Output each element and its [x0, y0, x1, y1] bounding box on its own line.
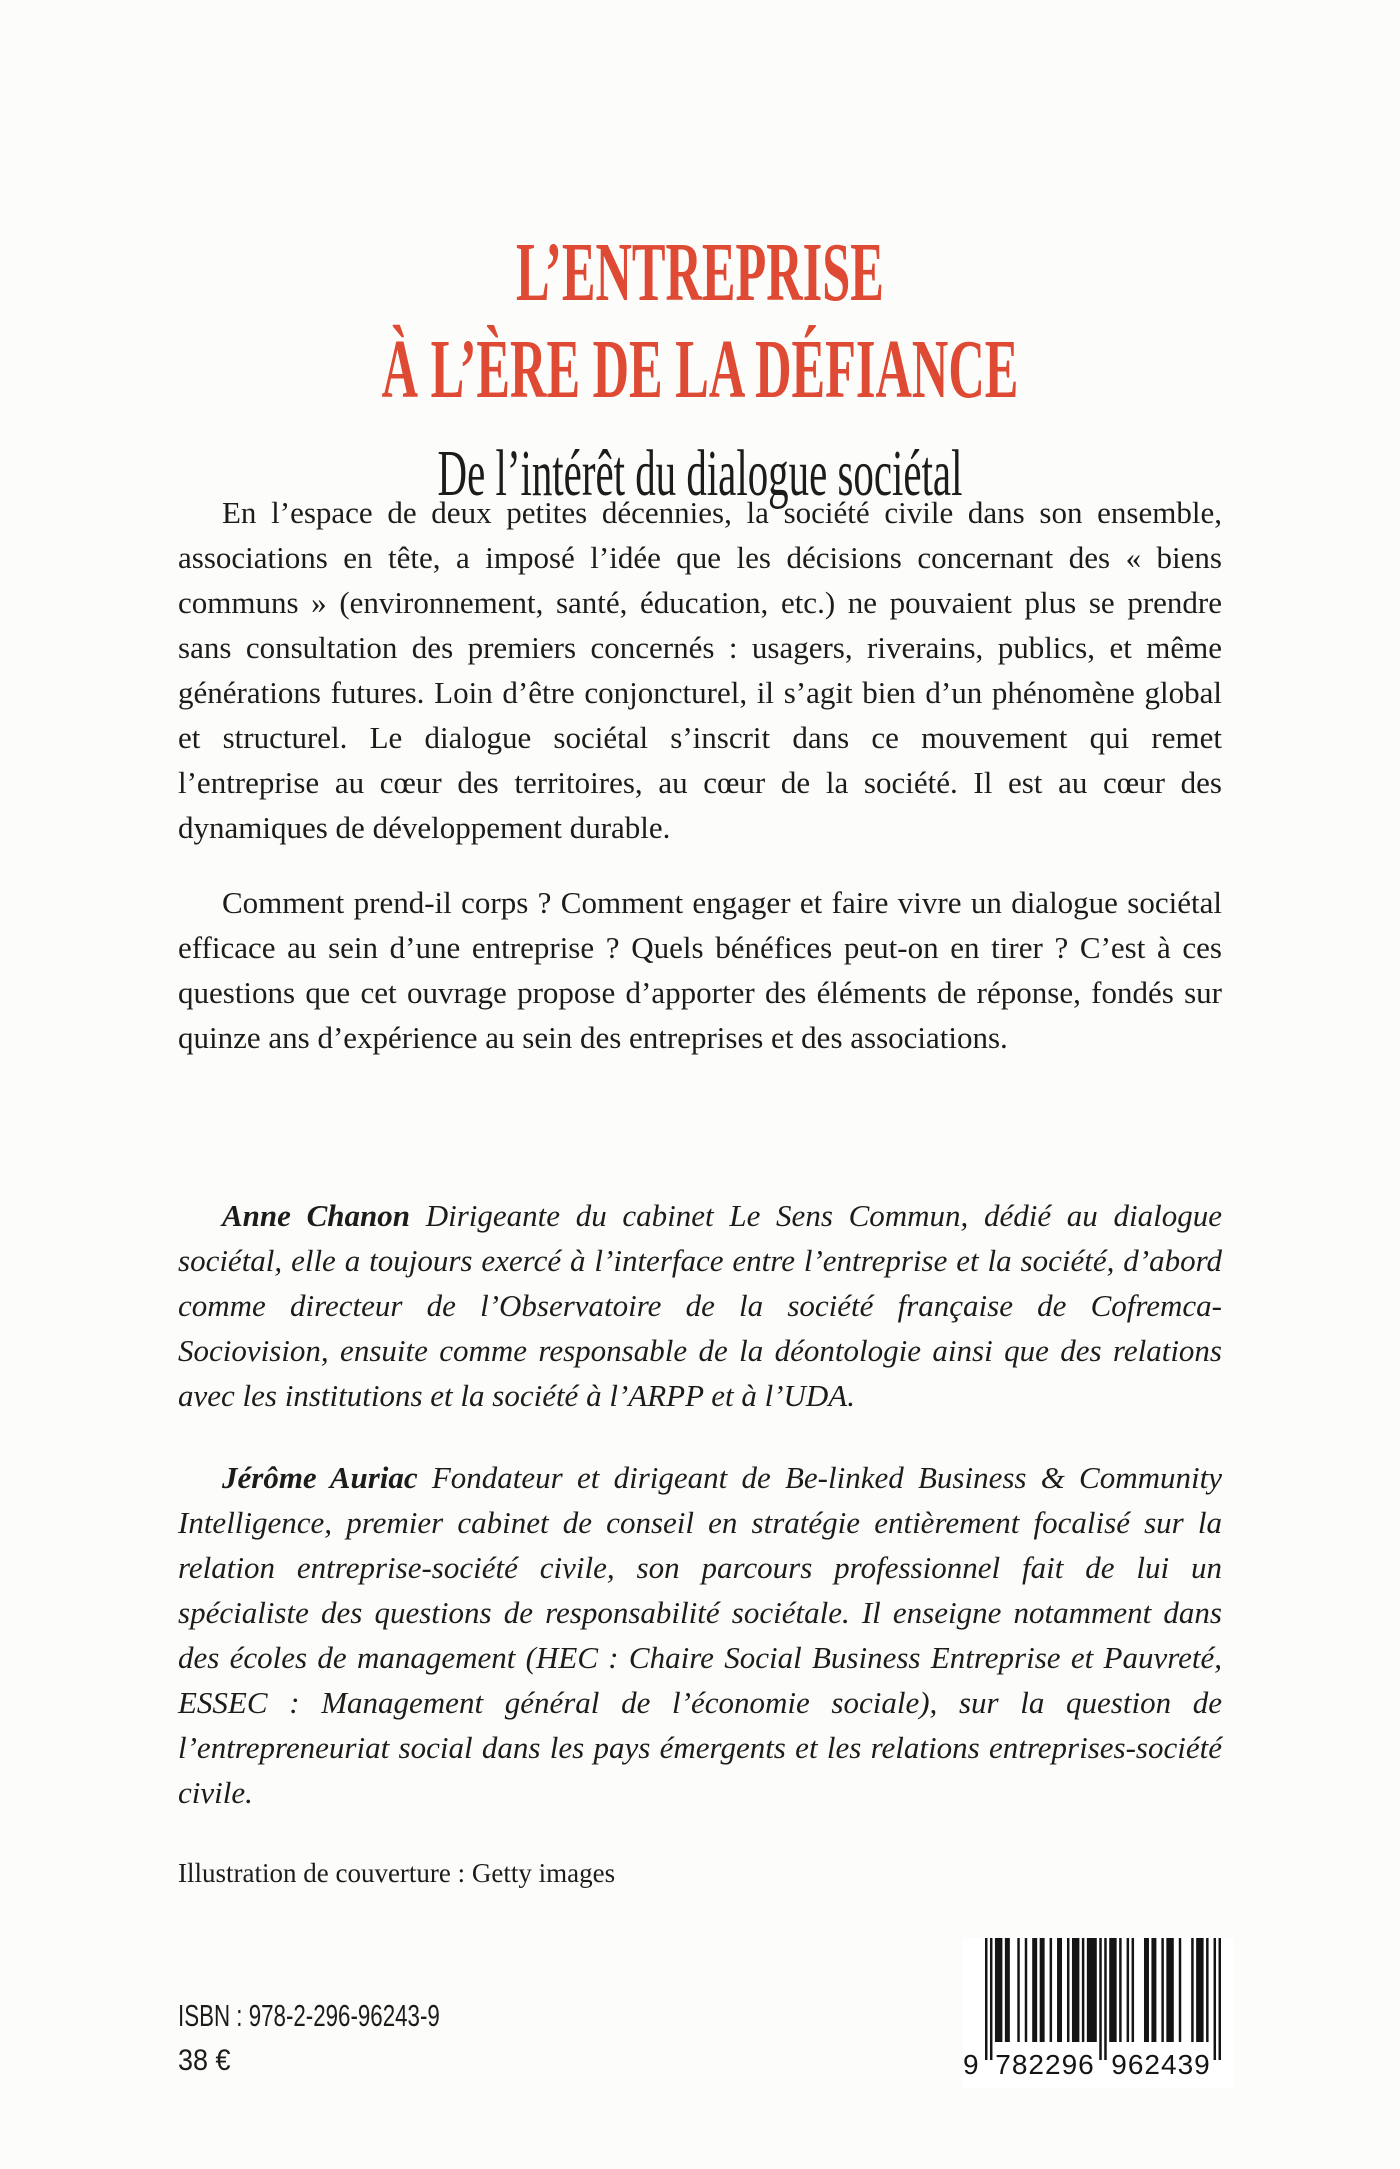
author-name-jerome-auriac: Jérôme Auriac	[222, 1460, 418, 1495]
barcode-lead-digit: 9	[963, 2049, 980, 2080]
synopsis-paragraph-1: En l’espace de deux petites décennies, la société civile dans son ensemble, associations en tête, a imposé l’idée que les décisions concernant des « biens communs » (environnement, santé, éducation, etc.) ne pouvaient plus se prendre sans consultation des premiers concernés : usagers, riverains, publics, et même générations futures. Loin d’être conjoncturel, il s’agit bien d’un phénomène global et structurel. Le dialogue sociétal s’inscrit dans ce mouvement qui remet l’entreprise au cœur des territoires, au cœur de la société. Il est au cœur des dynamiques de développement durable.	[178, 495, 1222, 845]
author-bio-text-jerome-auriac: Fondateur et dirigeant de Be-linked Business & Community Intelligence, premier cabinet de conseil en stratégie entièrement focalisé sur la relation entreprise-société civile, son parcours professionnel fait de lui un spécialiste des questions de responsabilité sociétale. Il enseigne notamment dans des écoles de management (HEC : Chaire Social Business Entreprise et Pauvreté, ESSEC : Management général de l’économie sociale), sur la question de l’entrepreneuriat social dans les pays émergents et les relations entreprises-société civile.	[178, 1460, 1222, 1810]
barcode-left-digit-group: 782296	[995, 2049, 1095, 2080]
price-label: 38 €	[178, 2044, 231, 2077]
author-bio-anne-chanon	[178, 1193, 1222, 1418]
author-name-anne-chanon: Anne Chanon	[222, 1198, 411, 1233]
barcode-right-digit-group: 962439	[1111, 2049, 1211, 2080]
author-bio-text-anne-chanon: Dirigeante du cabinet Le Sens Commun, dédié au dialogue sociétal, elle a toujours exercé à l’interface entre l’entreprise et la société, d’abord comme directeur de l’Observatoire de la société française de Cofremca-Sociovision, ensuite comme responsable de la déontologie ainsi que des relations avec les institutions et la société à l’ARPP et à l’UDA.	[178, 1198, 1222, 1413]
book-title-line1: L’ENTREPRISE	[516, 226, 884, 319]
book-title-line2: À L’ÈRE DE LA DÉFIANCE	[381, 323, 1019, 416]
isbn-label: ISBN : 978-2-296-96243-9	[178, 1998, 440, 2033]
ean13-barcode	[963, 1938, 1233, 2088]
cover-illustration-credit: Illustration de couverture : Getty images	[178, 1858, 616, 1888]
synopsis-paragraph-2: Comment prend-il corps ? Comment engager et faire vivre un dialogue sociétal efficace au sein d’une entreprise ? Quels bénéfices peut-on en tirer ? C’est à ces questions que cet ouvrage propose d’apporter des éléments de réponse, fondés sur quinze ans d’expérience au sein des entreprises et des associations.	[178, 885, 1222, 1055]
book-title	[280, 224, 1120, 418]
author-bio-jerome-auriac	[178, 1455, 1222, 1815]
barcode-bars	[985, 1938, 1221, 2060]
book-subtitle: De l’intérêt du dialogue sociétal	[437, 437, 963, 510]
